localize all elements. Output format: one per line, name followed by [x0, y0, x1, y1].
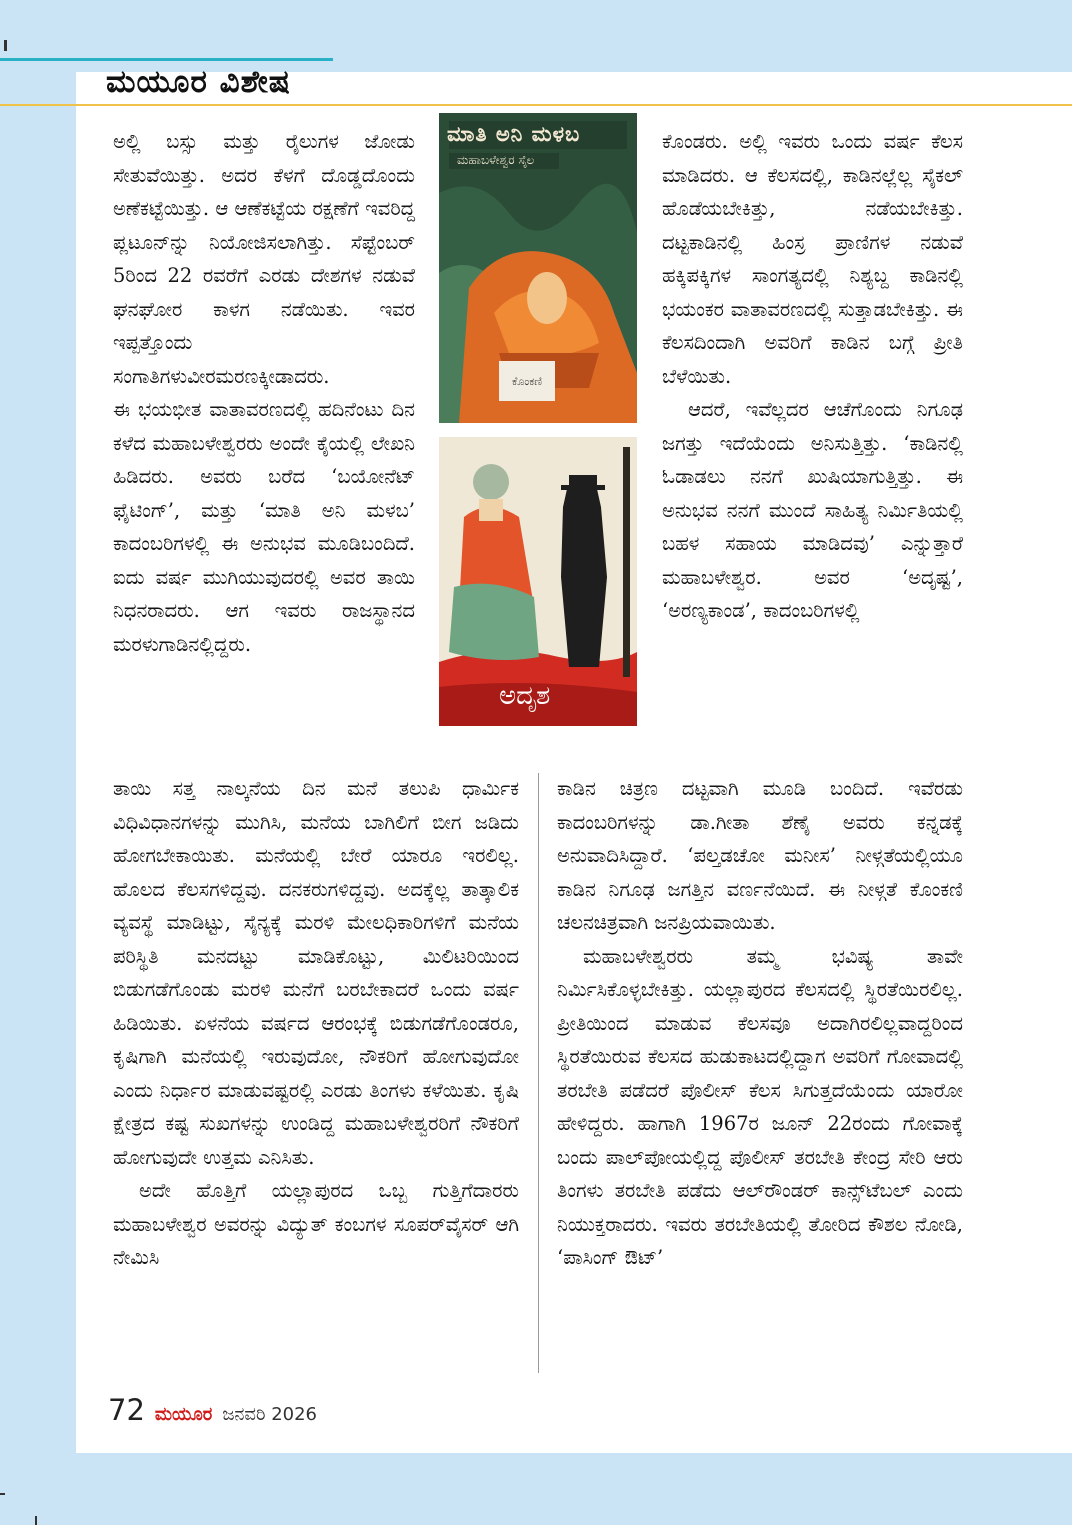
header-accent-rule [0, 58, 333, 61]
article-column-right-top [662, 125, 963, 628]
paragraph: ಕಾಡಿನ ಚಿತ್ರಣ ದಟ್ಟವಾಗಿ ಮೂಡಿ ಬಂದಿದೆ. ಇವೆರಡು ಕಾದಂಬರಿಗಳನ್ನು ಡಾ.ಗೀತಾ ಶೆಣೈ ಅವರು ಕನ್ನಡಕ್ಕೆ ಅನುವಾದಿಸಿದ್ದಾರೆ. ‘ಪಲ್ತಡಚೋ ಮನೀಸ’ ನೀಳ್ಗತೆಯಲ್ಲಿಯೂ ಕಾಡಿನ ನಿಗೂಢ ಜಗತ್ತಿನ ವರ್ಣನೆಯಿದೆ. ಈ ನೀಳ್ಗತೆ ಕೊಂಕಣಿ ಚಲನಚಿತ್ರವಾಗಿ ಜನಪ್ರಿಯವಾಯಿತು. [557, 777, 963, 934]
book-cover-mati-ani-malaba [439, 113, 637, 423]
cover-author: ಮಹಾಬಳೇಶ್ವರ ಸೈಲ [457, 153, 535, 167]
magazine-logo: ಮಯೂರ [154, 1404, 213, 1425]
cover-badge: ಕೊಂಕಣಿ [511, 375, 543, 388]
crop-mark [0, 1493, 5, 1495]
header-underline-rule [0, 104, 1072, 106]
paragraph: ಅಲ್ಲಿ ಬಸ್ಸು ಮತ್ತು ರೈಲುಗಳ ಜೋಡು ಸೇತುವೆಯಿತ್ತು. ಅದರ ಕೆಳಗೆ ದೊಡ್ಡದೊಂದು ಅಣೆಕಟ್ಟೆಯಿತ್ತು. ಆ ಆಣೆಕಟ್ಟೆಯ ರಕ್ಷಣೆಗೆ ಇವರಿದ್ದ ಪ್ಲಟೂನ್‌ನ್ನು ನಿಯೋಜಿಸಲಾಗಿತ್ತು. ಸೆಪ್ಟೆಂಬರ್ 5ರಿಂದ 22 ರವರೆಗೆ ಎರಡು ದೇಶಗಳ ನಡುವೆ ಘನಘೋರ ಕಾಳಗ ನಡೆಯಿತು. ಇವರ ಇಪ್ಪತ್ತೊಂದು ಸಂಗಾತಿಗಳುವೀರಮರಣಕ್ಕೀಡಾದರು. [113, 130, 415, 388]
paragraph: ಈ ಭಯಭೀತ ವಾತಾವರಣದಲ್ಲಿ ಹದಿನೆಂಟು ದಿನ ಕಳೆದ ಮಹಾಬಳೇಶ್ವರರು ಅಂದೇ ಕೈಯಲ್ಲಿ ಲೇಖನಿ ಹಿಡಿದರು. ಅವರು ಬರೆದ ‘ಬಯೋನೆಟ್ ಫೈಟಿಂಗ್’, ಮತ್ತು ‘ಮಾತಿ ಅನಿ ಮಳಬ’ ಕಾದಂಬರಿಗಳಲ್ಲಿ ಈ ಅನುಭವ ಮೂಡಿಬಂದಿದೆ. ಐದು ವರ್ಷ ಮುಗಿಯುವುದರಲ್ಲಿ ಅವರ ತಾಯಿ ನಿಧನರಾದರು. ಆಗ ಇವರು ರಾಜಸ್ಥಾನದ ಮರಳುಗಾಡಿನಲ್ಲಿದ್ದರು. [113, 398, 415, 656]
cover-title: ಅದೃಶ [499, 681, 551, 711]
section-title: ಮಯೂರ ವಿಶೇಷ [106, 64, 291, 100]
article-column-left-bottom [113, 772, 519, 1275]
crop-mark [35, 1516, 37, 1525]
article-column-right-bottom [557, 772, 963, 1275]
cover-title: ಮಾತಿ ಅನಿ ಮಳಬ [447, 121, 581, 146]
paragraph: ಕೊಂಡರು. ಅಲ್ಲಿ ಇವರು ಒಂದು ವರ್ಷ ಕೆಲಸ ಮಾಡಿದರು. ಆ ಕೆಲಸದಲ್ಲಿ, ಕಾಡಿನಲ್ಲೆಲ್ಲ ಸೈಕಲ್ ಹೊಡೆಯಬೇಕಿತ್ತು, ನಡೆಯಬೇಕಿತ್ತು. ದಟ್ಟಕಾಡಿನಲ್ಲಿ ಹಿಂಸ್ರ ಪ್ರಾಣಿಗಳ ನಡುವೆ ಹಕ್ಕಿಪಕ್ಕಿಗಳ ಸಾಂಗತ್ಯದಲ್ಲಿ ನಿಶ್ಯಬ್ದ ಕಾಡಿನಲ್ಲಿ ಭಯಂಕರ ವಾತಾವರಣದಲ್ಲಿ ಸುತ್ತಾಡಬೇಕಿತ್ತು. ಈ ಕೆಲಸದಿಂದಾಗಿ ಅವರಿಗೆ ಕಾಡಿನ ಬಗ್ಗೆ ಪ್ರೀತಿ ಬೆಳೆಯಿತು. [662, 130, 963, 388]
paragraph: ಆದರೆ, ಇವೆಲ್ಲದರ ಆಚೆಗೊಂದು ನಿಗೂಢ ಜಗತ್ತು ಇದೆಯೆಂದು ಅನಿಸುತ್ತಿತ್ತು. ‘ಕಾಡಿನಲ್ಲಿ ಓಡಾಡಲು ನನಗೆ ಖುಷಿಯಾಗುತ್ತಿತ್ತು. ಈ ಅನುಭವ ನನಗೆ ಮುಂದೆ ಸಾಹಿತ್ಯ ನಿರ್ಮಿತಿಯಲ್ಲಿ ಬಹಳ ಸಹಾಯ ಮಾಡಿದವು’ ಎನ್ನುತ್ತಾರೆ ಮಹಾಬಳೇಶ್ವರ. ಅವರ ‘ಅದೃಷ್ಟ’, ‘ಅರಣ್ಯಕಾಂಡ’, ಕಾದಂಬರಿಗಳಲ್ಲಿ [662, 398, 963, 622]
crop-mark [4, 40, 7, 51]
paragraph: ತಾಯಿ ಸತ್ತ ನಾಲ್ಕನೆಯ ದಿನ ಮನೆ ತಲುಪಿ ಧಾರ್ಮಿಕ ವಿಧಿವಿಧಾನಗಳನ್ನು ಮುಗಿಸಿ, ಮನೆಯ ಬಾಗಿಲಿಗೆ ಬೀಗ ಜಡಿದು ಹೋಗಬೇಕಾಯಿತು. ಮನೆಯಲ್ಲಿ ಬೇರೆ ಯಾರೂ ಇರಲಿಲ್ಲ. ಹೊಲದ ಕೆಲಸಗಳಿದ್ದವು. ದನಕರುಗಳಿದ್ದವು. ಅದಕ್ಕೆಲ್ಲ ತಾತ್ಕಾಲಿಕ ವ್ಯವಸ್ಥೆ ಮಾಡಿಟ್ಟು, ಸೈನ್ಯಕ್ಕೆ ಮರಳಿ ಮೇಲಧಿಕಾರಿಗಳಿಗೆ ಮನೆಯ ಪರಿಸ್ಥಿತಿ ಮನದಟ್ಟು ಮಾಡಿಕೊಟ್ಟು, ಮಿಲಿಟರಿಯಿಂದ ಬಿಡುಗಡೆಗೊಂಡು ಮರಳಿ ಮನೆಗೆ ಬರಬೇಕಾದರೆ ಒಂದು ವರ್ಷ ಹಿಡಿಯಿತು. ಏಳನೆಯ ವರ್ಷದ ಆರಂಭಕ್ಕೆ ಬಿಡುಗಡೆಗೊಂಡರೂ, ಕೃಷಿಗಾಗಿ ಮನೆಯಲ್ಲಿ ಇರುವುದೋ, ನೌಕರಿಗೆ ಹೋಗುವುದೋ ಎಂದು ನಿರ್ಧಾರ ಮಾಡುವಷ್ಟರಲ್ಲಿ ಎರಡು ತಿಂಗಳು ಕಳೆಯಿತು. ಕೃಷಿ ಕ್ಷೇತ್ರದ ಕಷ್ಟ ಸುಖಗಳನ್ನು ಉಂಡಿದ್ದ ಮಹಾಬಳೇಶ್ವರರಿಗೆ ನೌಕರಿಗೆ ಹೋಗುವುದೇ ಉತ್ತಮ ಎನಿಸಿತು. [113, 777, 519, 1169]
book-cover-adrushya [439, 437, 637, 726]
paragraph: ಮಹಾಬಳೇಶ್ವರರು ತಮ್ಮ ಭವಿಷ್ಯ ತಾವೇ ನಿರ್ಮಿಸಿಕೊಳ್ಳಬೇಕಿತ್ತು. ಯಲ್ಲಾಪುರದ ಕೆಲಸದಲ್ಲಿ ಸ್ಥಿರತೆಯಿರಲಿಲ್ಲ. ಪ್ರೀತಿಯಿಂದ ಮಾಡುವ ಕೆಲಸವೂ ಅದಾಗಿರಲಿಲ್ಲವಾದ್ದರಿಂದ ಸ್ಥಿರತೆಯಿರುವ ಕೆಲಸದ ಹುಡುಕಾಟದಲ್ಲಿದ್ದಾಗ ಅವರಿಗೆ ಗೋವಾದಲ್ಲಿ ತರಬೇತಿ ಪಡೆದರೆ ಪೊಲೀಸ್ ಕೆಲಸ ಸಿಗುತ್ತದೆಯೆಂದು ಯಾರೋ ಹೇಳಿದ್ದರು. ಹಾಗಾಗಿ 1967ರ ಜೂನ್ 22ರಂದು ಗೋವಾಕ್ಕೆ ಬಂದು ಪಾಲ್‌ಪೋಯಲ್ಲಿದ್ದ ಪೊಲೀಸ್ ತರಬೇತಿ ಕೇಂದ್ರ ಸೇರಿ ಆರು ತಿಂಗಳು ತರಬೇತಿ ಪಡೆದು ಆಲ್‌ರೌಂಡರ್ ಕಾನ್ಸ್‌ಟೆಬಲ್ ಎಂದು ನಿಯುಕ್ತರಾದರು. ಇವರು ತರಬೇತಿಯಲ್ಲಿ ತೋರಿದ ಕೌಶಲ ನೋಡಿ, ‘ಪಾಸಿಂಗ್ ಔಟ್’ [557, 944, 963, 1269]
paragraph: ಅದೇ ಹೊತ್ತಿಗೆ ಯಲ್ಲಾಪುರದ ಒಬ್ಬ ಗುತ್ತಿಗೆದಾರರು ಮಹಾಬಳೇಶ್ವರ ಅವರನ್ನು ವಿದ್ಯುತ್ ಕಂಬಗಳ ಸೂಪರ್‌ವೈಸರ್ ಆಗಿ ನೇಮಿಸಿ [113, 1179, 519, 1269]
page-footer [108, 1393, 317, 1427]
column-divider [538, 773, 539, 1373]
article-column-left-top [113, 125, 415, 661]
issue-date: ಜನವರಿ 2026 [222, 1404, 318, 1425]
page-number: 72 [108, 1393, 145, 1427]
